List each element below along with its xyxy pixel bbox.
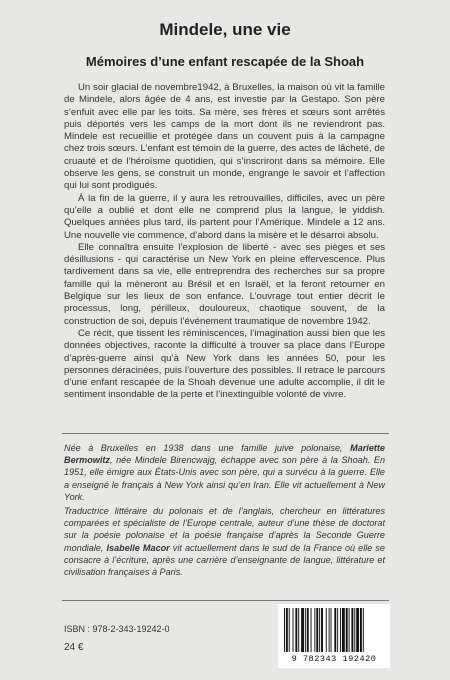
translator-name: Isabelle Macor (106, 542, 170, 553)
barcode-bar (301, 608, 304, 652)
barcode-bar (334, 608, 336, 652)
barcode-bar (321, 608, 323, 652)
isbn-text: ISBN : 978-2-343-19242-0 (64, 624, 170, 634)
barcode-bar (284, 608, 285, 652)
barcode-bar (363, 608, 364, 652)
barcode-bar (340, 608, 341, 652)
summary-paragraph: Elle connaîtra ensuite l’explosion de liberté - avec ses pièges et ses désillusions - qui caractérise un New York en pleine effervescence. Plus tardivement dans sa vie, elle entreprendra des recherches sur sa propre famille qui la mèneront au Brésil et en Israël, et la feront retourner en Belgique sur les lieux de son enfance. L’ouvrage tout entier décrit le processus, long, périlleux, douloureux, chaotique souvent, de la construction de soi, depuis l’événement traumatique de novembre 1942. (64, 241, 385, 327)
barcode-bar (319, 608, 320, 652)
summary-paragraph: À la fin de la guerre, il y aura les retrouvailles, difficiles, avec un père qu’elle a oublié et dont elle ne comprend plus la langue, le yiddish. Quelques années plus tard, ils partent pour l’Amérique. Mindele a 12 ans. Une nouvelle vie commence, d’abord dans la misère et le désarroi absolu. (64, 192, 385, 241)
divider-bottom (62, 600, 389, 601)
barcode-bar (329, 608, 330, 652)
barcode-bar (295, 608, 297, 652)
barcode-bar (307, 608, 309, 652)
barcode-bar (286, 608, 288, 652)
translator-bio-before: Traductrice littéraire du polonais et de l’anglais, chercheur en littératures comparées et spécialiste de l’Europe centrale, auteur d’une thèse de doctorat sur la poésie polonaise et la poésie française d’après la Seconde Guerre mondiale, (64, 506, 385, 553)
translator-bio-after: vit actuellement dans le sud de la France où elle se consacre à l’écriture, après une carrière d’enseignante de langue, littérature et civilisation françaises à Paris. (64, 542, 385, 578)
barcode-bar (331, 608, 332, 652)
author-bio-before: Née à Bruxelles en 1938 dans une famille juive polonaise, (64, 443, 351, 453)
divider-top (62, 433, 389, 434)
book-title: Mindele, une vie (159, 20, 291, 39)
translator-bio (64, 505, 385, 578)
barcode-bar (351, 608, 353, 652)
barcode-bar (311, 608, 312, 652)
summary-text (64, 82, 385, 402)
summary-paragraph: Un soir glacial de novembre1942, à Bruxelles, la maison où vit la famille de Mindele, alors âgée de 4 ans, est investie par la Gestapo. Son père s’enfuit avec elle par les toits. Sa mère, ses frères et sœurs sont arrêtés puis déportés vers les camps de la mort dont ils ne reviendront pas. Mindele est recueillie et protégée dans un couvent puis à la campagne chez trois sœurs. L’enfant est témoin de la guerre, des actes de lâcheté, de cruauté et de l’héroïsme quotidien, qui s’inscriront dans sa mémoire. Elle observe les gens, se construit un monde, engrange le savoir et l’affection qui lui sont prodigués. (64, 82, 385, 192)
barcode-bar (289, 608, 290, 652)
barcode-bar (342, 608, 345, 652)
barcode-bar (314, 608, 315, 652)
barcode-bar (326, 608, 327, 652)
barcode-digits: 9 782343 192420 (291, 654, 377, 664)
barcode-bar (349, 608, 350, 652)
author-bio-after: , née Mindele Birencwajg, échappe avec son père à la Shoah. En 1951, elle émigre aux États-Unis avec son père, qui a survécu à la guerre. Elle a enseigné le français à New York ainsi qu’en Iran. Elle vit actuellement à New York. (64, 455, 385, 502)
barcode-bar (316, 608, 318, 652)
book-subtitle: Mémoires d’une enfant rescapée de la Shoah (85, 54, 365, 69)
barcode-bar (337, 608, 338, 652)
barcode-bar (346, 608, 348, 652)
author-name: Mariette Bermowitz (64, 443, 385, 466)
author-bio (64, 442, 385, 503)
barcode-bar (360, 608, 362, 652)
price-text: 24 € (64, 642, 84, 653)
barcode-bar (298, 608, 299, 652)
barcode-bar (305, 608, 306, 652)
barcode-bar (293, 608, 294, 652)
barcode-bar (354, 608, 355, 652)
barcode-bar (356, 608, 359, 652)
summary-paragraph: Ce récit, que tissent les réminiscences, l’imagination aussi bien que les données objectives, raconte la difficulté à trouver sa place dans l’Europe d’après-guerre ainsi qu’à New York dans les années 50, pour les personnes déracinées, puis l’ouverture des possibles. Il retrace le parcours d’une enfant rescapée de la Shoah devenue une adulte accomplie, il dit le sentiment insondable de la perte et l’inextinguible volonté de vivre. (64, 327, 385, 401)
